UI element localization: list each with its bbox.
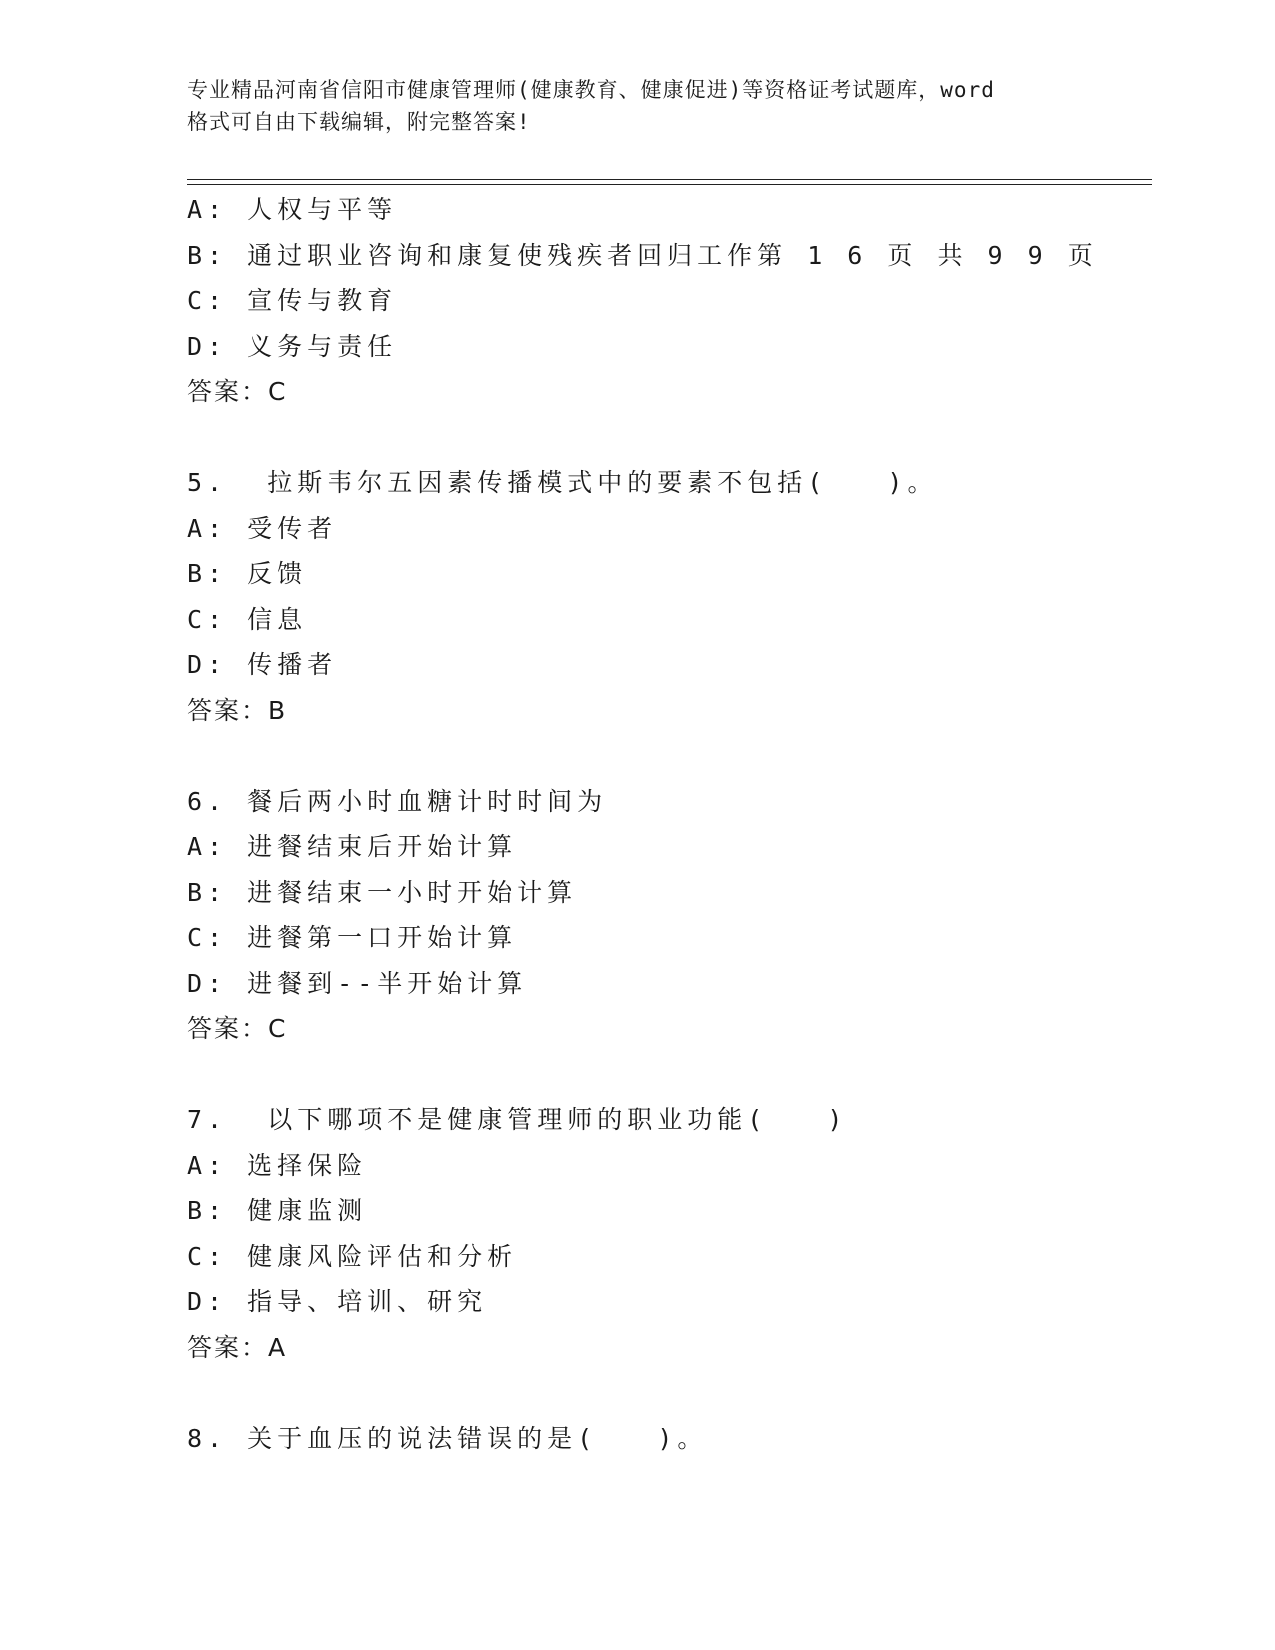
option-c: C: 健康风险评估和分析 [187,1241,518,1271]
option-d: D: 指导、培训、研究 [187,1287,488,1316]
question-block [187,187,1147,415]
question-text: 8. 关于血压的说法错误的是( )。 [187,1423,708,1453]
option-c: C: 信息 [187,604,308,634]
header-divider-double [187,184,1152,185]
answer: 答案：B [187,695,288,725]
header-line-1: 专业精品河南省信阳市健康管理师(健康教育、健康促进)等资格证考试题库，word [187,78,995,102]
question-text: 7. 以下哪项不是健康管理师的职业功能( ) [187,1105,848,1134]
option-b: B: 进餐结束一小时开始计算 [187,877,578,907]
option-a: A: 受传者 [187,513,338,543]
question-block [187,460,1147,733]
spacer [187,1052,1147,1098]
option-a: A: 人权与平等 [187,195,398,224]
option-b: B: 通过职业咨询和康复使残疾者回归工作第 1 6 页 共 9 9 页 [187,240,1098,270]
option-a: A: 进餐结束后开始计算 [187,832,518,861]
question-block [187,1416,1147,1462]
page-header [187,74,1087,138]
question-text: 5. 拉斯韦尔五因素传播模式中的要素不包括( )。 [187,468,938,497]
spacer [187,415,1147,461]
spacer [187,1370,1147,1416]
header-line-2: 格式可自由下载编辑，附完整答案! [187,110,531,134]
question-block [187,779,1147,1052]
spacer [187,733,1147,779]
option-a: A: 选择保险 [187,1150,368,1180]
question-block [187,1097,1147,1370]
option-b: B: 健康监测 [187,1196,368,1225]
question-list [187,187,1147,1461]
question-text: 6. 餐后两小时血糖计时时间为 [187,786,608,816]
answer: 答案：C [187,1014,288,1043]
answer: 答案：A [187,1332,288,1362]
answer: 答案：C [187,377,288,406]
option-d: D: 传播者 [187,650,338,679]
option-d: D: 义务与责任 [187,331,398,361]
header-divider [187,179,1152,180]
option-c: C: 进餐第一口开始计算 [187,923,518,952]
option-c: C: 宣传与教育 [187,286,398,315]
option-d: D: 进餐到--半开始计算 [187,968,528,998]
option-b: B: 反馈 [187,559,308,588]
